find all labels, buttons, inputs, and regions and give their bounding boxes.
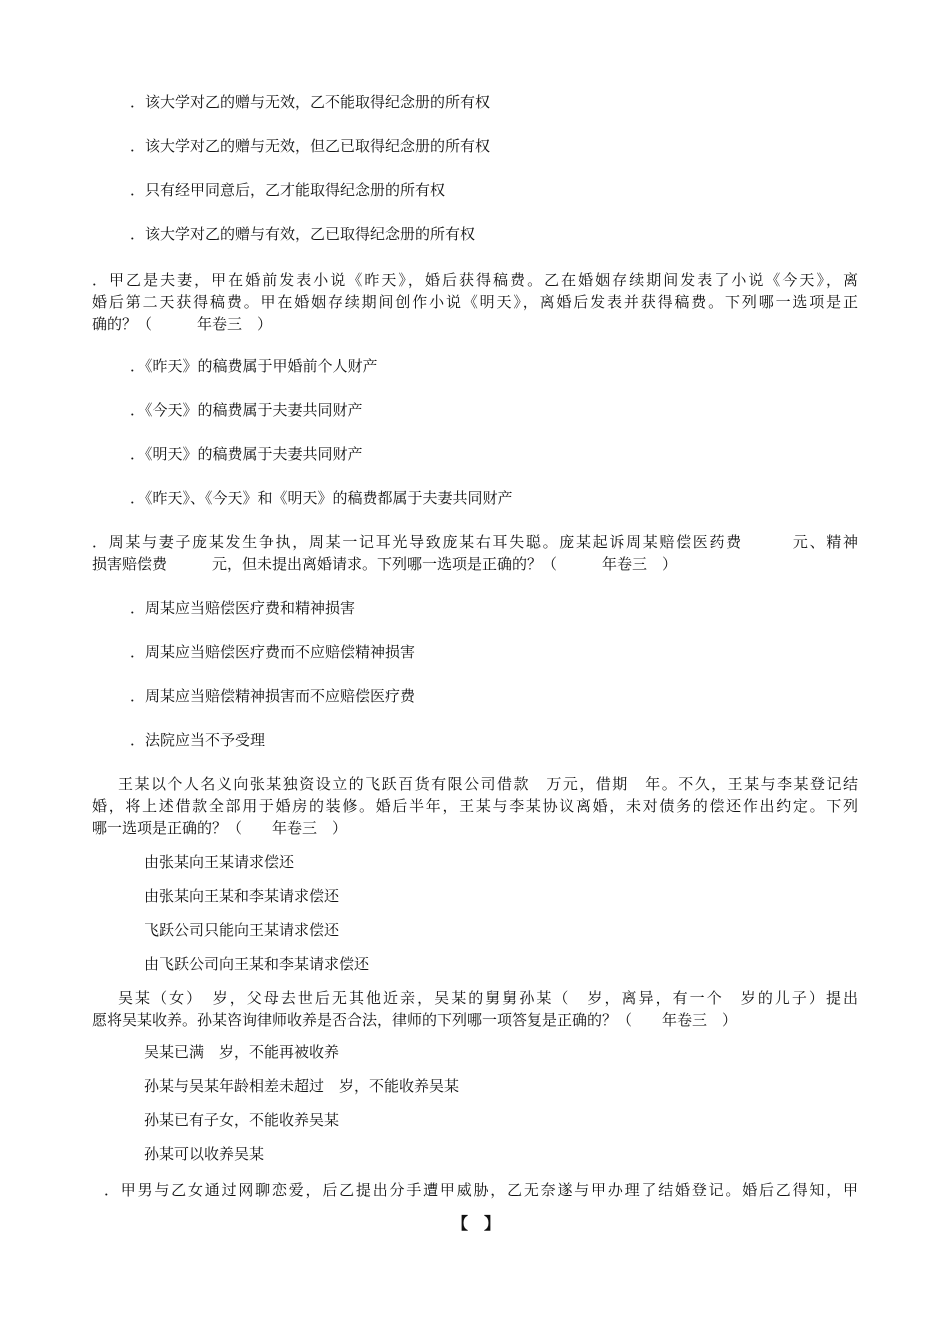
option-b: 孙某与吴某年龄相差未超过 岁，不能收养吴某 (144, 1077, 460, 1095)
question-stem-line: 愿将吴某收养。孙某咨询律师收养是否合法，律师的下列哪一项答复是正确的？（ 年卷三 ） (92, 1011, 738, 1029)
question-stem-line: 王某以个人名义向张某独资设立的飞跃百货有限公司借款 万元，借期 年。不久，王某与李某登记结 (118, 775, 858, 793)
question-stem-line: 确的？（ 年卷三 ） (92, 315, 273, 333)
option-a: ．该大学对乙的赠与无效，乙不能取得纪念册的所有权 (130, 93, 491, 111)
option-d: 孙某可以收养吴某 (144, 1145, 265, 1163)
option-c: 飞跃公司只能向王某请求偿还 (144, 921, 340, 939)
option-d: ．该大学对乙的赠与有效，乙已取得纪念册的所有权 (130, 225, 476, 243)
option-b: ．《今天》的稿费属于夫妻共同财产 (130, 401, 363, 419)
question-stem-line: 婚，将上述借款全部用于婚房的装修。婚后半年，王某与李某协议离婚，未对债务的偿还作出约定。下列 (92, 797, 858, 815)
option-d: ．法院应当不予受理 (130, 731, 266, 749)
option-b: 由张某向王某和李某请求偿还 (144, 887, 340, 905)
option-c: ．只有经甲同意后，乙才能取得纪念册的所有权 (130, 181, 446, 199)
option-d: ．《昨天》、《今天》和《明天》的稿费都属于夫妻共同财产 (130, 489, 513, 507)
option-a: ．《昨天》的稿费属于甲婚前个人财产 (130, 357, 378, 375)
question-stem-line: ．甲乙是夫妻，甲在婚前发表小说《昨天》，婚后获得稿费。乙在婚姻存续期间发表了小说《今天》，离 (92, 271, 858, 289)
option-a: 吴某已满 岁，不能再被收养 (144, 1043, 340, 1061)
option-b: ．该大学对乙的赠与无效，但乙已取得纪念册的所有权 (130, 137, 491, 155)
question-stem-line: 婚后第二天获得稿费。甲在婚姻存续期间创作小说《明天》，离婚后发表并获得稿费。下列哪一选项是正 (92, 293, 858, 311)
question-stem-line: ．周某与妻子庞某发生争执，周某一记耳光导致庞某右耳失聪。庞某起诉周某赔偿医药费 元、精神 (92, 533, 858, 551)
option-a: 由张某向王某请求偿还 (144, 853, 295, 871)
option-c: ．周某应当赔偿精神损害而不应赔偿医疗费 (130, 687, 416, 705)
page-footer: 【 】 (452, 1214, 501, 1233)
question-stem-line: 哪一选项是正确的？（ 年卷三 ） (92, 819, 348, 837)
question-stem-line: 吴某（女） 岁，父母去世后无其他近亲，吴某的舅舅孙某（ 岁，离异，有一个 岁的儿子）提出 (118, 989, 858, 1007)
option-a: ．周某应当赔偿医疗费和精神损害 (130, 599, 356, 617)
question-stem-line: ．甲男与乙女通过网聊恋爱，后乙提出分手遭甲威胁，乙无奈遂与甲办理了结婚登记。婚后乙得知，甲 (104, 1181, 858, 1199)
question-stem-line: 损害赔偿费 元，但未提出离婚请求。下列哪一选项是正确的？（ 年卷三 ） (92, 555, 678, 573)
option-c: 孙某已有子女，不能收养吴某 (144, 1111, 340, 1129)
option-c: ．《明天》的稿费属于夫妻共同财产 (130, 445, 363, 463)
option-b: ．周某应当赔偿医疗费而不应赔偿精神损害 (130, 643, 416, 661)
option-d: 由飞跃公司向王某和李某请求偿还 (144, 955, 370, 973)
